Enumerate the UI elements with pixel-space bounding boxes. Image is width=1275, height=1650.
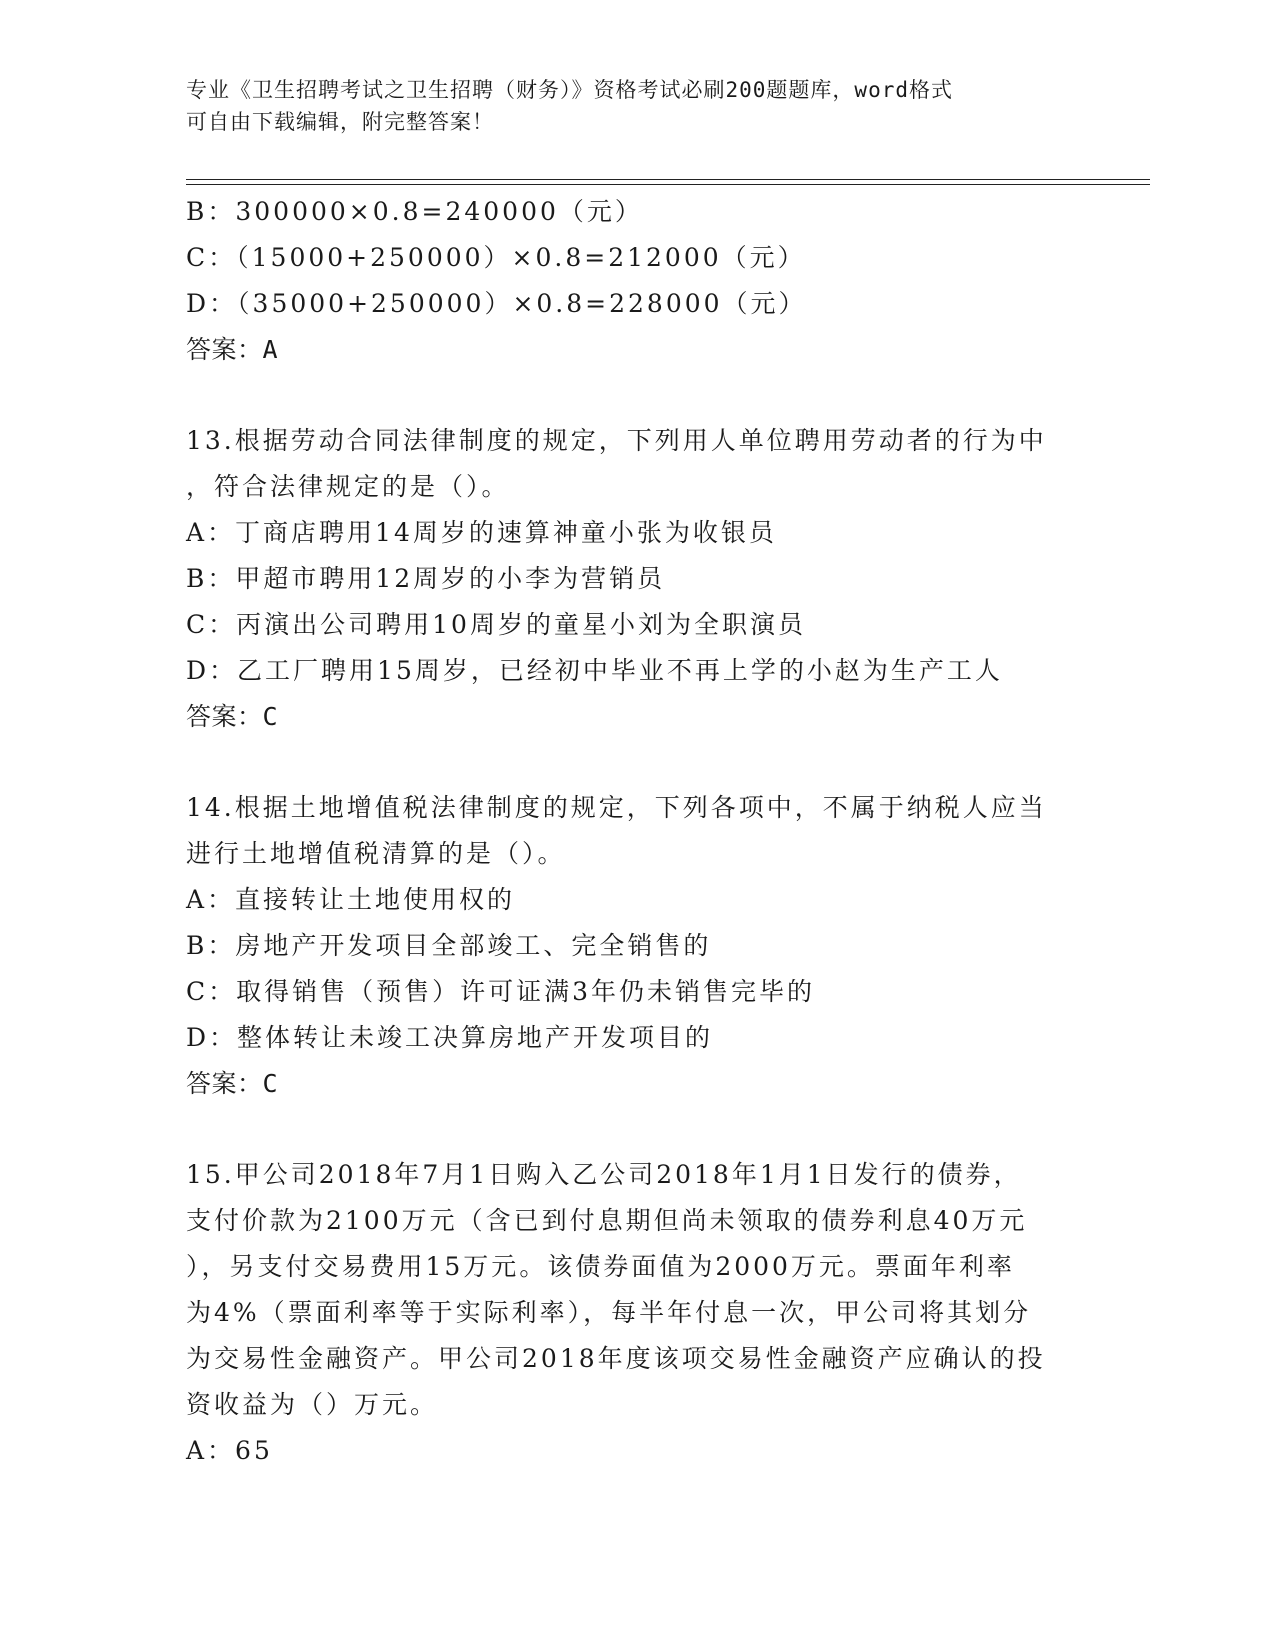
- q14-stem-line-1: 14.根据土地增值税法律制度的规定，下列各项中，不属于纳税人应当: [186, 793, 1047, 822]
- header-line-2: 可自由下载编辑，附完整答案！: [186, 110, 494, 134]
- header-line-1: 专业《卫生招聘考试之卫生招聘（财务）》资格考试必刷200题题库，word格式: [186, 78, 953, 102]
- header-divider-top: [186, 179, 1150, 180]
- q14-option-a: A：直接转让土地使用权的: [186, 885, 516, 914]
- q13-option-c: C：丙演出公司聘用10周岁的童星小刘为全职演员: [186, 610, 806, 639]
- q14-option-c: C：取得销售（预售）许可证满3年仍未销售完毕的: [186, 977, 816, 1006]
- q15-stem-line-1: 15.甲公司2018年7月1日购入乙公司2018年1月1日发行的债券，: [186, 1160, 1022, 1189]
- question-13-block: [186, 418, 1086, 740]
- q14-option-b: B：房地产开发项目全部竣工、完全销售的: [186, 931, 712, 960]
- q13-answer: 答案：C: [186, 702, 279, 731]
- document-body: [186, 189, 1086, 1474]
- q13-option-b: B：甲超市聘用12周岁的小李为营销员: [186, 564, 666, 593]
- q13-option-a: A：丁商店聘用14周岁的速算神童小张为收银员: [186, 518, 777, 547]
- header-divider-bottom: [186, 184, 1150, 185]
- q14-stem-line-2: 进行土地增值税清算的是（）。: [186, 839, 566, 868]
- q15-option-a: A：65: [186, 1436, 273, 1465]
- q15-stem-line-4: 为4%（票面利率等于实际利率），每半年付息一次，甲公司将其划分: [186, 1298, 1032, 1327]
- q14-option-d: D：整体转让未竣工决算房地产开发项目的: [186, 1023, 714, 1052]
- q13-stem-line-1: 13.根据劳动合同法律制度的规定，下列用人单位聘用劳动者的行为中: [186, 426, 1047, 455]
- q12-option-d: D：（35000+250000）×0.8=228000（元）: [186, 289, 807, 318]
- q15-stem-line-3: ），另支付交易费用15万元。该债券面值为2000万元。票面年利率: [186, 1252, 1015, 1281]
- q14-answer: 答案：C: [186, 1069, 279, 1098]
- q15-stem-line-5: 为交易性金融资产。甲公司2018年度该项交易性金融资产应确认的投: [186, 1344, 1046, 1373]
- document-header: [186, 74, 1066, 138]
- q12-option-b: B：300000×0.8=240000（元）: [186, 197, 643, 226]
- q15-stem-line-2: 支付价款为2100万元（含已到付息期但尚未领取的债券利息40万元: [186, 1206, 1028, 1235]
- q13-stem-line-2: ，符合法律规定的是（）。: [186, 472, 510, 501]
- q12-option-c: C：（15000+250000）×0.8=212000（元）: [186, 243, 806, 272]
- question-14-block: [186, 785, 1086, 1107]
- q12-answer: 答案：A: [186, 335, 279, 364]
- q13-option-d: D：乙工厂聘用15周岁，已经初中毕业不再上学的小赵为生产工人: [186, 656, 1003, 685]
- question-15-block: [186, 1152, 1086, 1474]
- q15-stem-line-6: 资收益为（）万元。: [186, 1390, 439, 1419]
- question-12-block: [186, 189, 1086, 373]
